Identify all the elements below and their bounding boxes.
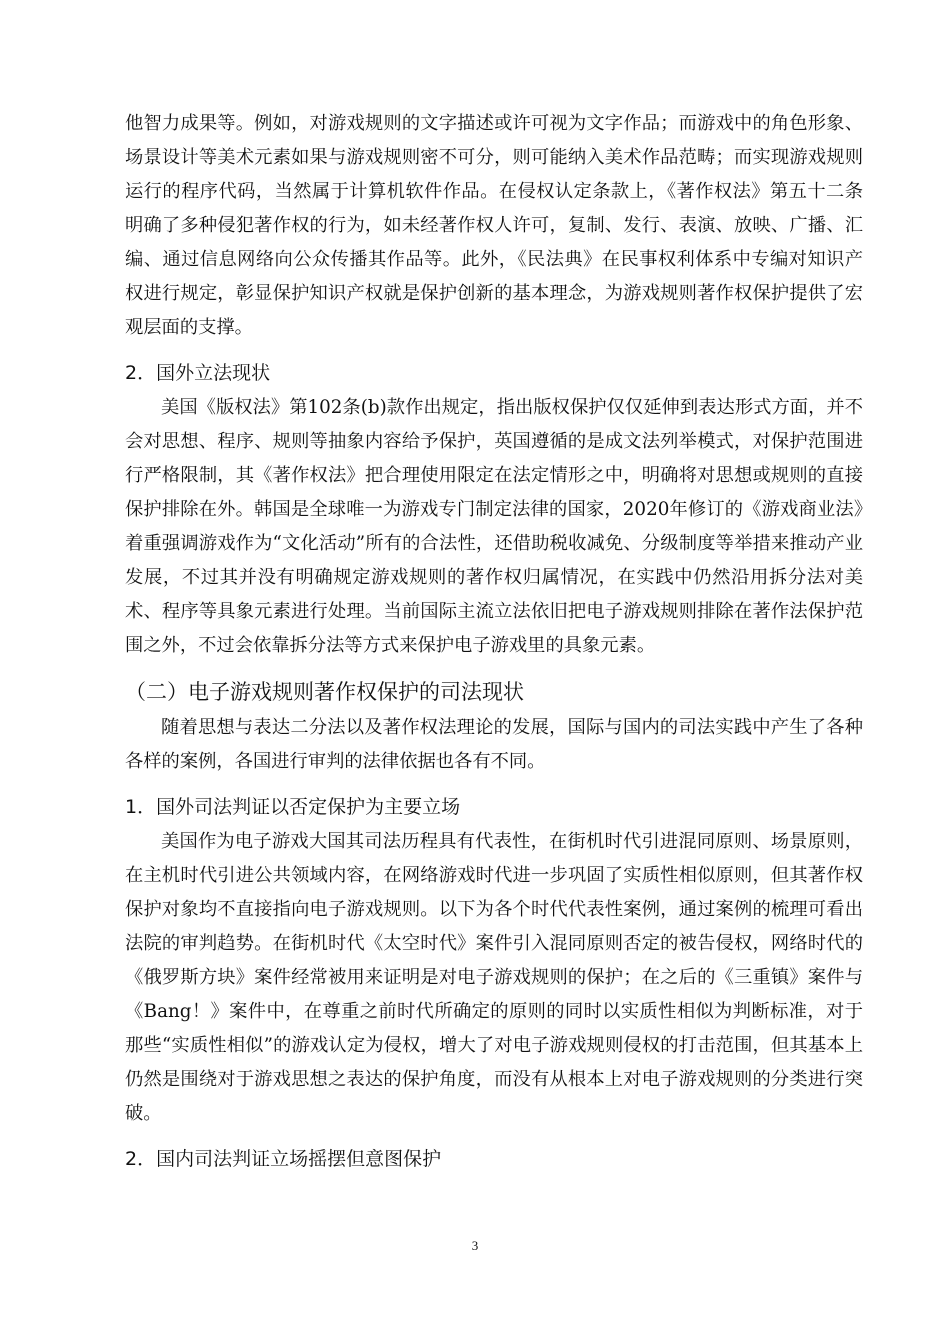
heading-domestic-judicial: 2．国内司法判证立场摇摆但意图保护 <box>125 1148 442 1170</box>
paragraph-us-cases: 美国作为电子游戏大国其司法历程具有代表性，在街机时代引进混同原则、场景原则，在主机时代引进公共领域内容，在网络游戏时代进一步巩固了实质性相似原则，但其著作权保护对象均不直接指向电子游戏规则。以下为各个时代代表性案例，通过案例的梳理可看出法院的审判趋势。在街机时代《太空时代》案件引入混同原则否定的被告侵权，网络时代的《俄罗斯方块》案件经常被用来证明是对电子游戏规则的保护；在之后的《三重镇》案件与《Bang！》案件中，在尊重之前时代所确定的原则的同时以实质性相似为判断标准，对于那些“实质性相似”的游戏认定为侵权，增大了对电子游戏规则侵权的打击范围，但其基本上仍然是围绕对于游戏思想之表达的保护角度，而没有从根本上对电子游戏规则的分类进行突破。 <box>125 831 863 1124</box>
heading-foreign-legislation: 2．国外立法现状 <box>125 362 271 384</box>
paragraph-judicial-intro: 随着思想与表达二分法以及著作权法理论的发展，国际与国内的司法实践中产生了各种各样的案例，各国进行审判的法律依据也各有不同。 <box>125 717 863 772</box>
document-page <box>125 107 863 1177</box>
heading-foreign-judicial: 1．国外司法判证以否定保护为主要立场 <box>125 796 461 818</box>
paragraph-copyright-categories: 他智力成果等。例如，对游戏规则的文字描述或许可视为文字作品；而游戏中的角色形象、场景设计等美术元素如果与游戏规则密不可分，则可能纳入美术作品范畴；而实现游戏规则运行的程序代码，当然属于计算机软件作品。在侵权认定条款上，《著作权法》第五十二条明确了多种侵犯著作权的行为，如未经著作权人许可，复制、发行、表演、放映、广播、汇编、通过信息网络向公众传播其作品等。此外，《民法典》在民事权利体系中专编对知识产权进行规定，彰显保护知识产权就是保护创新的基本理念，为游戏规则著作权保护提供了宏观层面的支撑。 <box>125 113 863 338</box>
page-number: 3 <box>471 1238 479 1253</box>
paragraph-foreign-legislation: 美国《版权法》第102条(b)款作出规定，指出版权保护仅仅延伸到表达形式方面，并不会对思想、程序、规则等抽象内容给予保护，英国遵循的是成文法列举模式，对保护范围进行严格限制，其《著作权法》把合理使用限定在法定情形之中，明确将对思想或规则的直接保护排除在外。韩国是全球唯一为游戏专门制定法律的国家，2020年修订的《游戏商业法》着重强调游戏作为“文化活动”所有的合法性，还借助税收减免、分级制度等举措来推动产业发展，不过其并没有明确规定游戏规则的著作权归属情况，在实践中仍然沿用拆分法对美术、程序等具象元素进行处理。当前国际主流立法依旧把电子游戏规则排除在著作法保护范围之外，不过会依靠拆分法等方式来保护电子游戏里的具象元素。 <box>125 397 863 656</box>
heading-judicial-status: （二）电子游戏规则著作权保护的司法现状 <box>125 680 524 704</box>
